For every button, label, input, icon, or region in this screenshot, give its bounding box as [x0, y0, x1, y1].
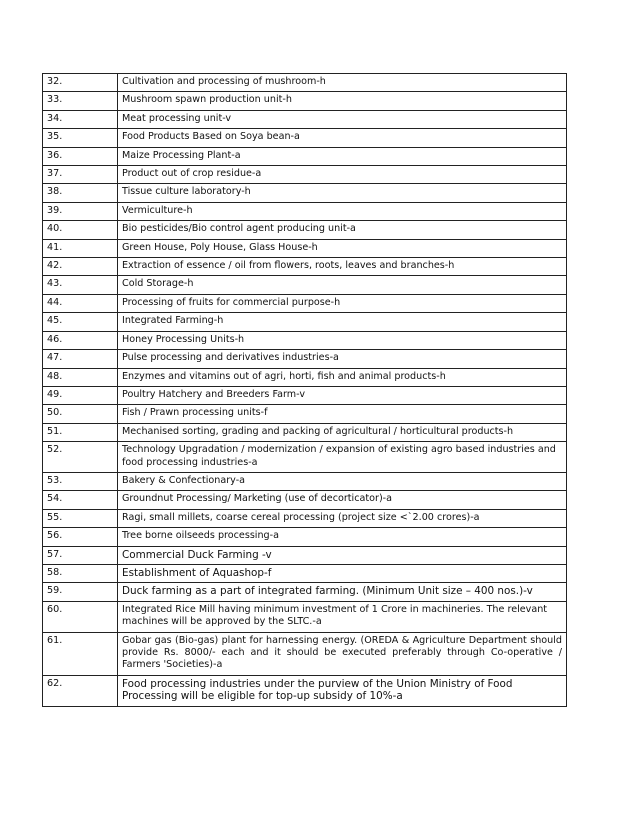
- row-number: 62.: [43, 675, 118, 706]
- row-number: 43.: [43, 276, 118, 294]
- row-number: 51.: [43, 423, 118, 441]
- table-row: [43, 184, 567, 202]
- row-number: 58.: [43, 564, 118, 582]
- table-row: [43, 632, 567, 675]
- row-description: Green House, Poly House, Glass House-h: [118, 239, 567, 257]
- table-row: [43, 386, 567, 404]
- table-row: [43, 442, 567, 473]
- row-description: Product out of crop residue-a: [118, 166, 567, 184]
- table-row: [43, 147, 567, 165]
- row-number: 46.: [43, 331, 118, 349]
- table-row: [43, 350, 567, 368]
- table-row: [43, 675, 567, 706]
- table-row: [43, 509, 567, 527]
- row-number: 53.: [43, 472, 118, 490]
- table-row: [43, 92, 567, 110]
- row-number: 61.: [43, 632, 118, 675]
- row-number: 45.: [43, 313, 118, 331]
- row-description: Mechanised sorting, grading and packing of agricultural / horticultural products-h: [118, 423, 567, 441]
- row-number: 36.: [43, 147, 118, 165]
- row-number: 34.: [43, 110, 118, 128]
- row-number: 37.: [43, 166, 118, 184]
- row-description: Pulse processing and derivatives industries-a: [118, 350, 567, 368]
- row-description: Extraction of essence / oil from flowers, roots, leaves and branches-h: [118, 258, 567, 276]
- row-number: 38.: [43, 184, 118, 202]
- row-description: Mushroom spawn production unit-h: [118, 92, 567, 110]
- row-number: 44.: [43, 294, 118, 312]
- row-number: 57.: [43, 546, 118, 564]
- row-description: Maize Processing Plant-a: [118, 147, 567, 165]
- table-body: [43, 74, 567, 707]
- row-description: Meat processing unit-v: [118, 110, 567, 128]
- row-description: Establishment of Aquashop-f: [118, 564, 567, 582]
- row-number: 55.: [43, 509, 118, 527]
- row-description: Vermiculture-h: [118, 202, 567, 220]
- table-row: [43, 472, 567, 490]
- row-description: Bakery & Confectionary-a: [118, 472, 567, 490]
- row-description: Bio pesticides/Bio control agent producing unit-a: [118, 221, 567, 239]
- table-row: [43, 423, 567, 441]
- row-number: 47.: [43, 350, 118, 368]
- row-number: 49.: [43, 386, 118, 404]
- row-description: Food processing industries under the purview of the Union Ministry of Food Processing will be eligible for top-up subsidy of 10%-a: [118, 675, 567, 706]
- row-description: Enzymes and vitamins out of agri, horti, fish and animal products-h: [118, 368, 567, 386]
- row-description: Integrated Farming-h: [118, 313, 567, 331]
- row-number: 52.: [43, 442, 118, 473]
- row-number: 41.: [43, 239, 118, 257]
- table-row: [43, 331, 567, 349]
- table-row: [43, 294, 567, 312]
- table-row: [43, 129, 567, 147]
- table-row: [43, 110, 567, 128]
- table-row: [43, 239, 567, 257]
- row-number: 42.: [43, 258, 118, 276]
- row-number: 32.: [43, 74, 118, 92]
- row-number: 33.: [43, 92, 118, 110]
- row-description: Fish / Prawn processing units-f: [118, 405, 567, 423]
- row-description: Integrated Rice Mill having minimum investment of 1 Crore in machineries. The relevant machines will be approved by the SLTC.-a: [118, 601, 567, 632]
- table-row: [43, 405, 567, 423]
- row-description: Commercial Duck Farming -v: [118, 546, 567, 564]
- scheme-list-table: [42, 73, 567, 707]
- row-description: Groundnut Processing/ Marketing (use of decorticator)-a: [118, 491, 567, 509]
- row-description: Tree borne oilseeds processing-a: [118, 528, 567, 546]
- row-number: 56.: [43, 528, 118, 546]
- table-row: [43, 74, 567, 92]
- table-row: [43, 546, 567, 564]
- row-number: 39.: [43, 202, 118, 220]
- table-row: [43, 221, 567, 239]
- table-row: [43, 313, 567, 331]
- table-row: [43, 368, 567, 386]
- row-description: Honey Processing Units-h: [118, 331, 567, 349]
- table-row: [43, 258, 567, 276]
- table-row: [43, 601, 567, 632]
- table-row: [43, 583, 567, 601]
- row-description: Duck farming as a part of integrated farming. (Minimum Unit size – 400 nos.)-v: [118, 583, 567, 601]
- row-description: Food Products Based on Soya bean-a: [118, 129, 567, 147]
- table-row: [43, 491, 567, 509]
- row-description: Processing of fruits for commercial purpose-h: [118, 294, 567, 312]
- row-number: 59.: [43, 583, 118, 601]
- table-row: [43, 276, 567, 294]
- row-number: 60.: [43, 601, 118, 632]
- row-number: 35.: [43, 129, 118, 147]
- table-row: [43, 166, 567, 184]
- row-description: Cultivation and processing of mushroom-h: [118, 74, 567, 92]
- row-description: Gobar gas (Bio-gas) plant for harnessing energy. (OREDA & Agriculture Department should provide Rs. 8000/- each and it should be executed preferably through Co-operative / Farmers 'Societies)-a: [118, 632, 567, 675]
- table-row: [43, 528, 567, 546]
- row-description: Tissue culture laboratory-h: [118, 184, 567, 202]
- row-number: 48.: [43, 368, 118, 386]
- table-row: [43, 564, 567, 582]
- row-description: Poultry Hatchery and Breeders Farm-v: [118, 386, 567, 404]
- row-description: Technology Upgradation / modernization / expansion of existing agro based industries and food processing industries-a: [118, 442, 567, 473]
- row-number: 54.: [43, 491, 118, 509]
- row-description: Cold Storage-h: [118, 276, 567, 294]
- table-row: [43, 202, 567, 220]
- row-number: 50.: [43, 405, 118, 423]
- row-description: Ragi, small millets, coarse cereal processing (project size <`2.00 crores)-a: [118, 509, 567, 527]
- row-number: 40.: [43, 221, 118, 239]
